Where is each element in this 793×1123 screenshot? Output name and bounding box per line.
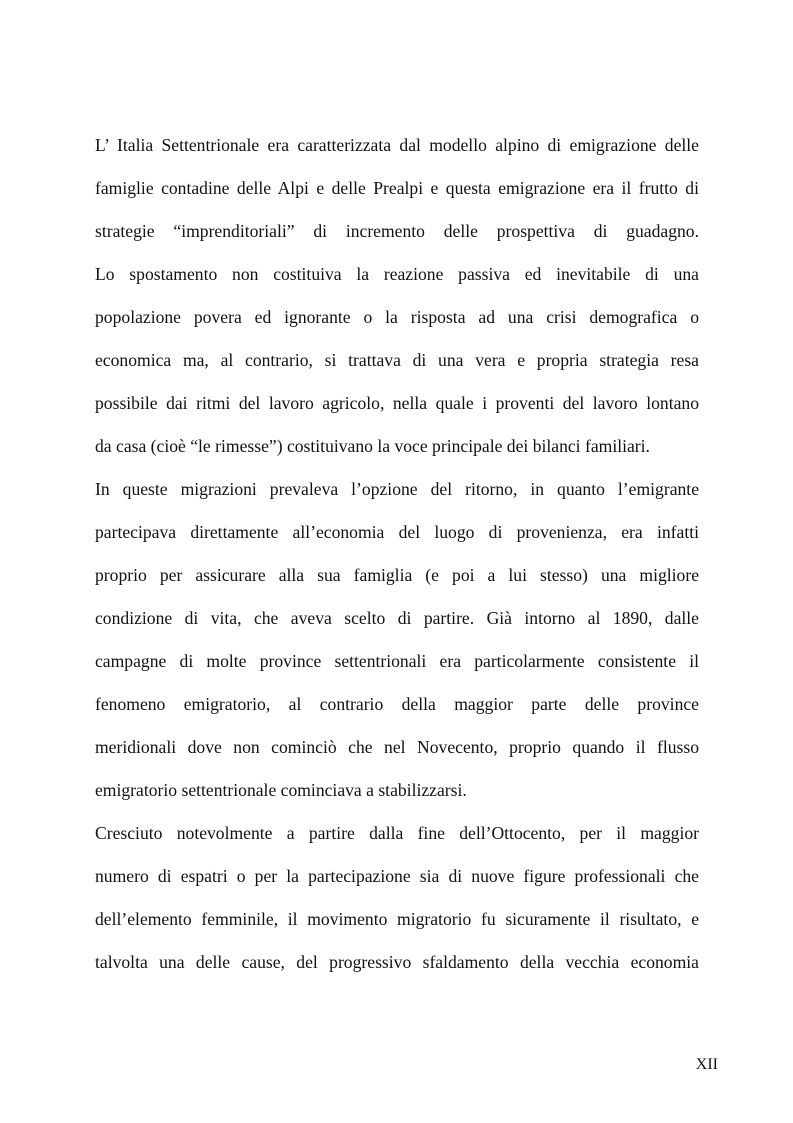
text-line: famiglie contadine delle Alpi e delle Prealpi e questa emigrazione era il frutto di: [95, 178, 699, 198]
text-line: da casa (cioè “le rimesse”) costituivano la voce principale dei bilanci familiari.: [95, 436, 650, 456]
text-line: Cresciuto notevolmente a partire dalla fine dell’Ottocento, per il maggior: [95, 823, 699, 843]
text-line: fenomeno emigratorio, al contrario della maggior parte delle province: [95, 694, 699, 714]
page-number: XII: [695, 1056, 718, 1073]
text-line: economica ma, al contrario, si trattava di una vera e propria strategia resa: [95, 350, 699, 370]
text-line: partecipava direttamente all’economia del luogo di provenienza, era infatti: [95, 522, 699, 542]
paragraph-1: [95, 128, 699, 472]
text-line: strategie “imprenditoriali” di incremento delle prospettiva di guadagno.: [95, 221, 699, 241]
text-line: Lo spostamento non costituiva la reazione passiva ed inevitabile di una: [95, 264, 699, 284]
text-line: popolazione povera ed ignorante o la risposta ad una crisi demografica o: [95, 307, 699, 327]
text-line: dell’elemento femminile, il movimento migratorio fu sicuramente il risultato, e: [95, 909, 699, 929]
text-line: L’ Italia Settentrionale era caratterizzata dal modello alpino di emigrazione delle: [95, 135, 699, 155]
text-line: talvolta una delle cause, del progressivo sfaldamento della vecchia economia: [95, 952, 699, 972]
text-line: possibile dai ritmi del lavoro agricolo, nella quale i proventi del lavoro lontano: [95, 393, 699, 413]
paragraph-2: [95, 472, 699, 816]
text-line: proprio per assicurare alla sua famiglia (e poi a lui stesso) una migliore: [95, 565, 699, 585]
text-line: numero di espatri o per la partecipazione sia di nuove figure professionali che: [95, 866, 699, 886]
text-line: condizione di vita, che aveva scelto di partire. Già intorno al 1890, dalle: [95, 608, 699, 628]
text-line: emigratorio settentrionale cominciava a stabilizzarsi.: [95, 780, 467, 800]
body-text: [95, 128, 699, 988]
text-line: meridionali dove non cominciò che nel Novecento, proprio quando il flusso: [95, 737, 699, 757]
text-line: campagne di molte province settentrionali era particolarmente consistente il: [95, 651, 699, 671]
paragraph-3: [95, 816, 699, 988]
text-line: In queste migrazioni prevaleva l’opzione del ritorno, in quanto l’emigrante: [95, 479, 699, 499]
